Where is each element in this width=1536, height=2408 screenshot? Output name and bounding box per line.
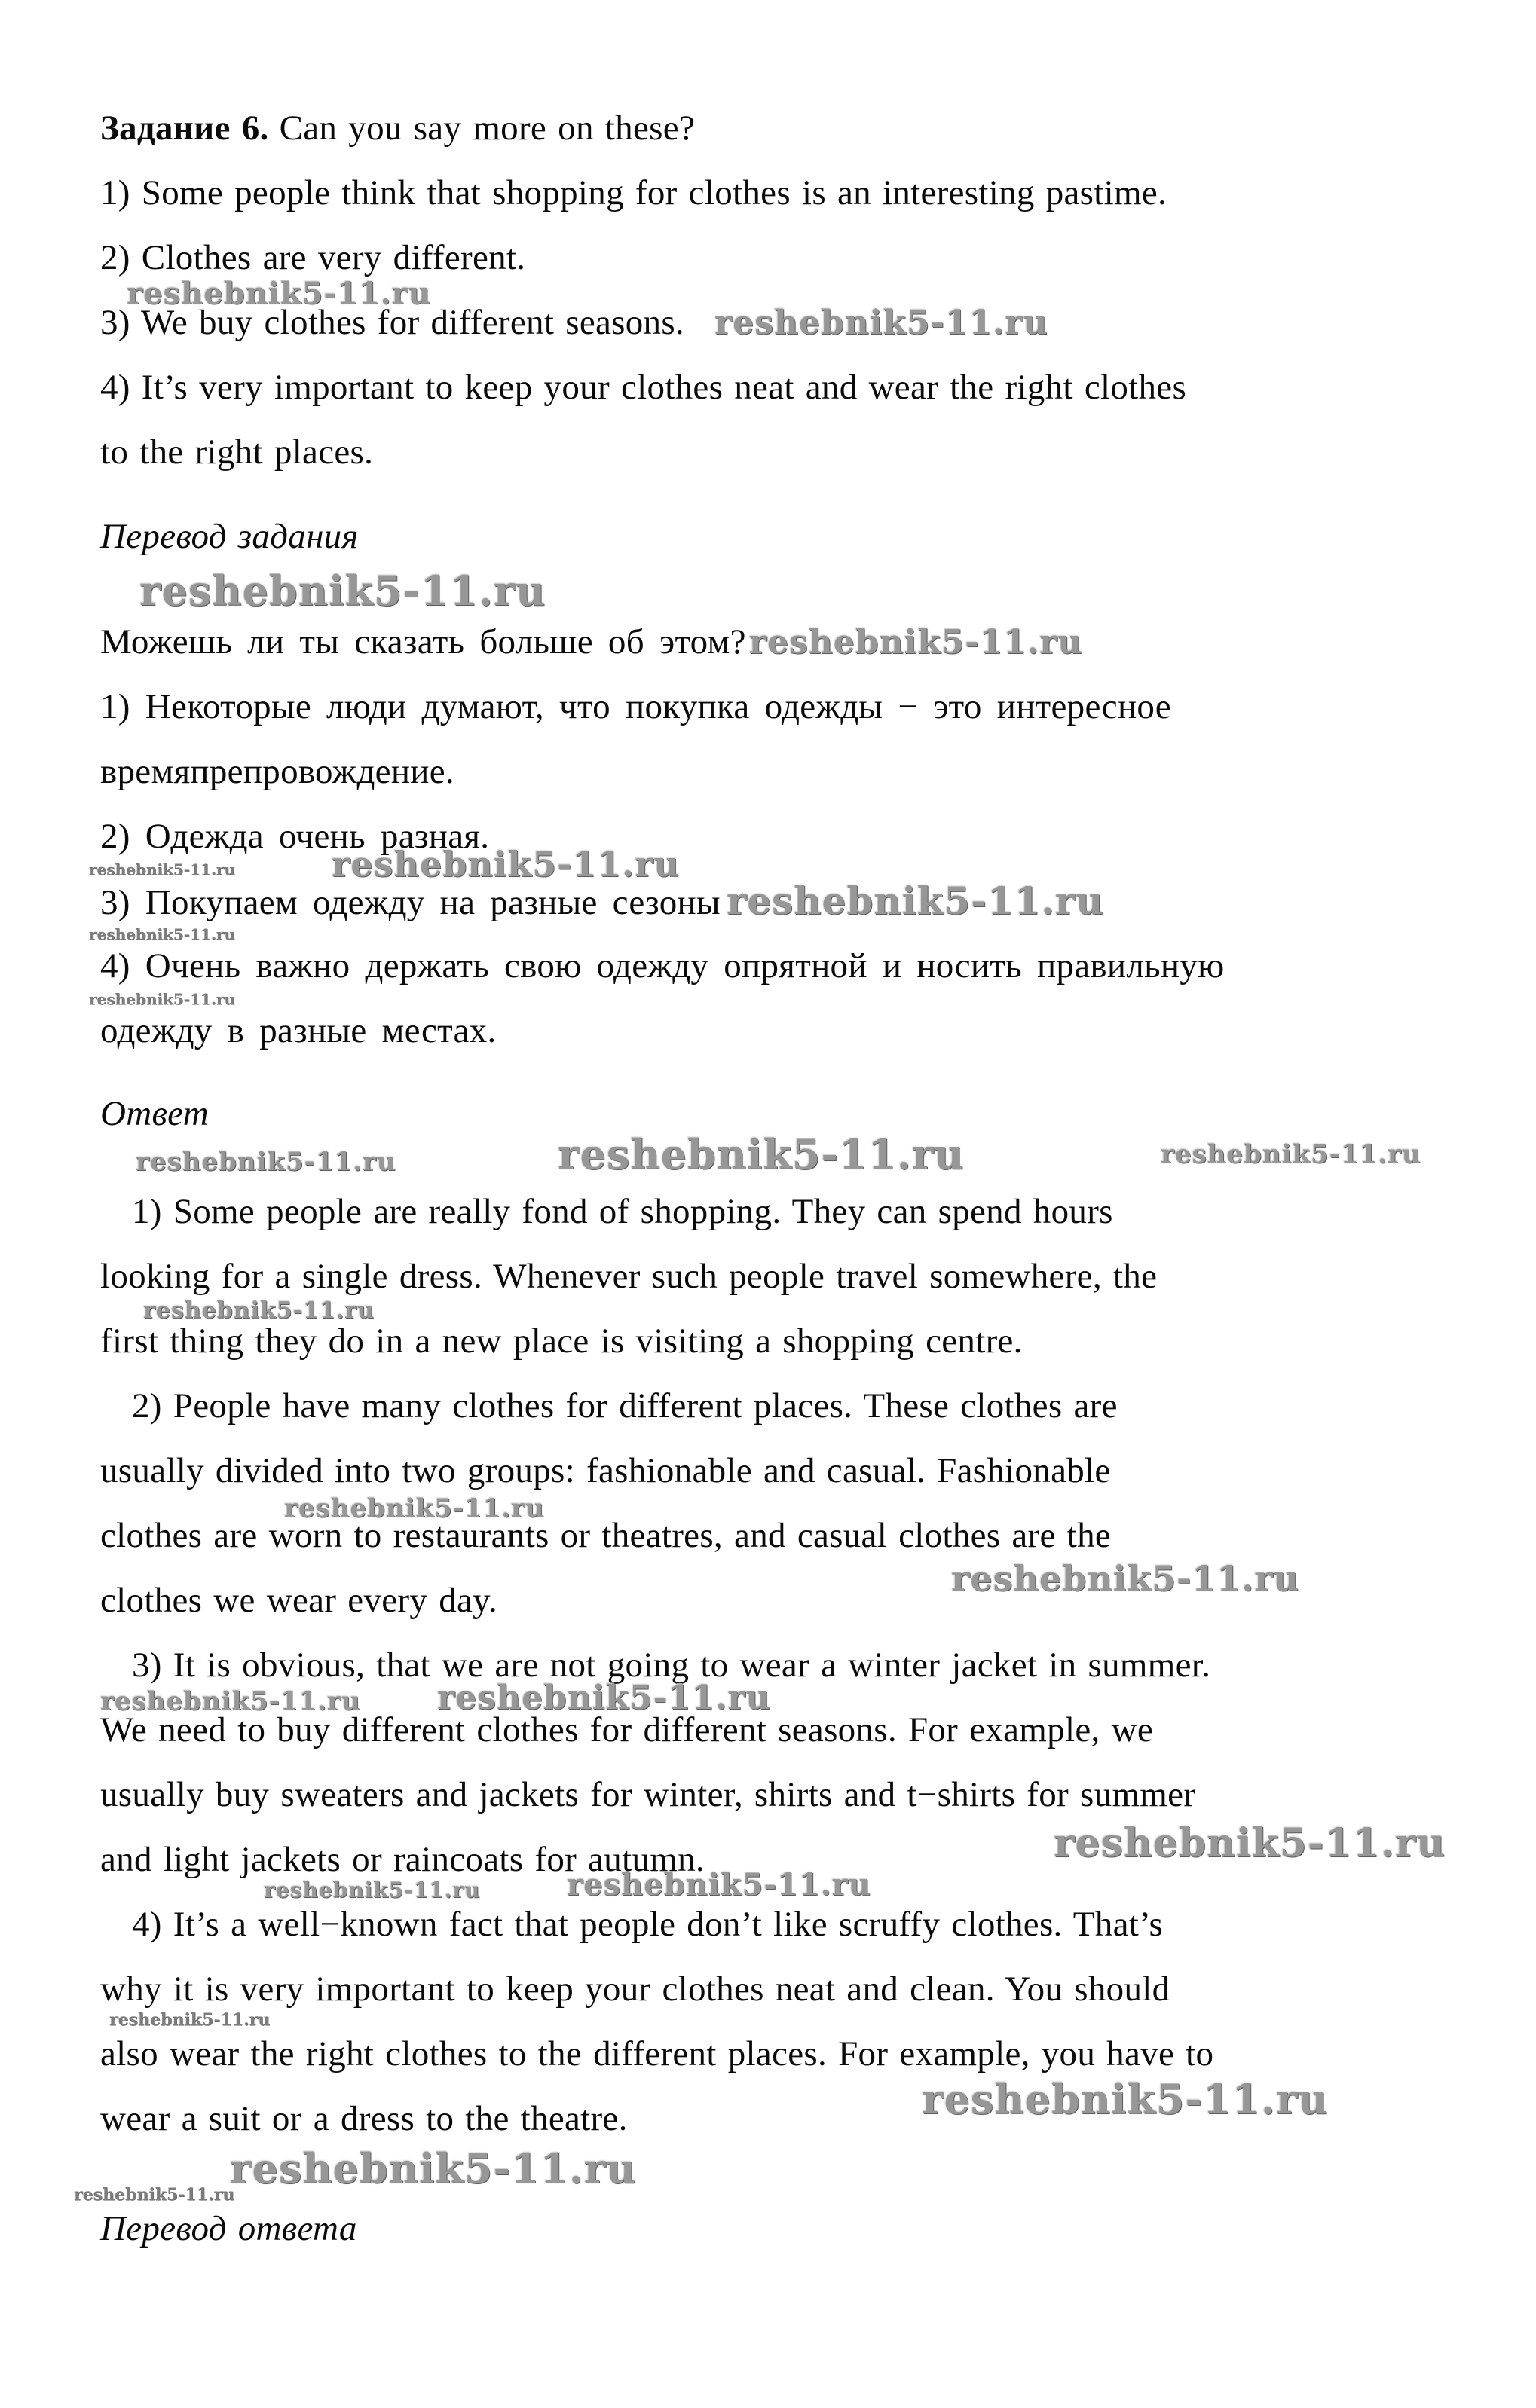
translation-intro-row [100,619,1082,665]
task-item-4-line2: to the right places. [100,432,374,472]
answer-p4-line2: why it is very important to keep your clothes neat and clean. You should [100,1969,1170,2009]
task-item-1: 1) Some people think that shopping for clothes is an interesting pastime. [100,173,1167,212]
answer-p4-line1: 4) It’s a well−known fact that people don’t like scruffy clothes. That’s [132,1905,1164,1944]
watermark: reshebnik5-11.ru [143,1297,375,1324]
watermark: reshebnik5-11.ru [89,990,235,1008]
answer-p2-line4: clothes we wear every day. [100,1581,497,1620]
translation-intro: Можешь ли ты сказать больше об этом? [100,622,746,662]
answer-heading: Ответ [100,1094,209,1133]
watermark: reshebnik5-11.ru [1054,1820,1446,1866]
answer-p3-line2: We need to buy different clothes for different seasons. For example, we [100,1710,1153,1749]
answer-p2-line3: clothes are worn to restaurants or theatres, and casual clothes are the [100,1516,1112,1555]
answer-p3-line1: 3) It is obvious, that we are not going to wear a winter jacket in summer. [132,1646,1211,1685]
watermark: reshebnik5-11.ru [922,2075,1329,2123]
answer-p1-line3: first thing they do in a new place is visiting a shopping centre. [100,1322,1023,1361]
task-heading [100,105,695,151]
watermark: reshebnik5-11.ru [230,2144,637,2193]
watermark: reshebnik5-11.ru [74,2185,235,2205]
watermark: reshebnik5-11.ru [89,925,235,943]
task-item-3-row [100,300,1048,346]
watermark: reshebnik5-11.ru [127,276,431,311]
watermark: reshebnik5-11.ru [264,1878,481,1902]
watermark: reshebnik5-11.ru [567,1867,871,1902]
translation-item-2: 2) Одежда очень разная. [100,817,490,856]
answer-translation-heading: Перевод ответа [100,2209,357,2248]
translation-item-4-line1: 4) Очень важно держать свою одежду опрятной и носить правильную [100,946,1225,986]
answer-p2-line1: 2) People have many clothes for different places. These clothes are [132,1386,1118,1426]
watermark: reshebnik5-11.ru [714,304,1048,342]
answer-p2-line2: usually divided into two groups: fashionable and casual. Fashionable [100,1451,1111,1490]
answer-p4-line4: wear a suit or a dress to the theatre. [100,2099,628,2138]
answer-p3-line3: usually buy sweaters and jackets for winter, shirts and t−shirts for summer [100,1775,1196,1814]
translation-item-3: 3) Покупаем одежду на разные сезоны [100,883,721,922]
watermark: reshebnik5-11.ru [100,1686,361,1716]
watermark: reshebnik5-11.ru [109,2010,271,2030]
task-item-2: 2) Clothes are very different. [100,238,526,277]
translation-item-4-line2: одежду в разные местах. [100,1011,497,1050]
watermark: reshebnik5-11.ru [951,1558,1299,1599]
watermark: reshebnik5-11.ru [139,567,546,615]
answer-p1-line1: 1) Some people are really fond of shopping. They can spend hours [132,1192,1113,1231]
watermark: reshebnik5-11.ru [726,879,1104,923]
translation-item-1-line1: 1) Некоторые люди думают, что покупка одежды − это интересное [100,687,1171,726]
answer-p3-line4: and light jackets or raincoats for autumn. [100,1840,705,1879]
watermark: reshebnik5-11.ru [748,623,1083,662]
watermark: reshebnik5-11.ru [89,860,235,879]
watermark: reshebnik5-11.ru [558,1130,965,1178]
watermark: reshebnik5-11.ru [332,844,680,885]
translation-item-1-line2: времяпрепровождение. [100,752,454,791]
task-label: Задание 6. [100,108,269,148]
task-question: Can you say more on these? [279,108,696,148]
watermark: reshebnik5-11.ru [136,1147,396,1177]
task-item-4-line1: 4) It’s very important to keep your clothes neat and wear the right clothes [100,368,1187,407]
task-item-3: 3) We buy clothes for different seasons. [100,303,684,342]
answer-p4-line3: also wear the right clothes to the different places. For example, you have to [100,2034,1214,2073]
watermark: reshebnik5-11.ru [284,1493,545,1523]
answer-p1-line2: looking for a single dress. Whenever such people travel somewhere, the [100,1257,1158,1296]
translation-item-3-row [100,879,1104,925]
translation-heading: Перевод задания [100,517,359,556]
watermark: reshebnik5-11.ru [1161,1139,1421,1169]
watermark: reshebnik5-11.ru [437,1679,771,1717]
